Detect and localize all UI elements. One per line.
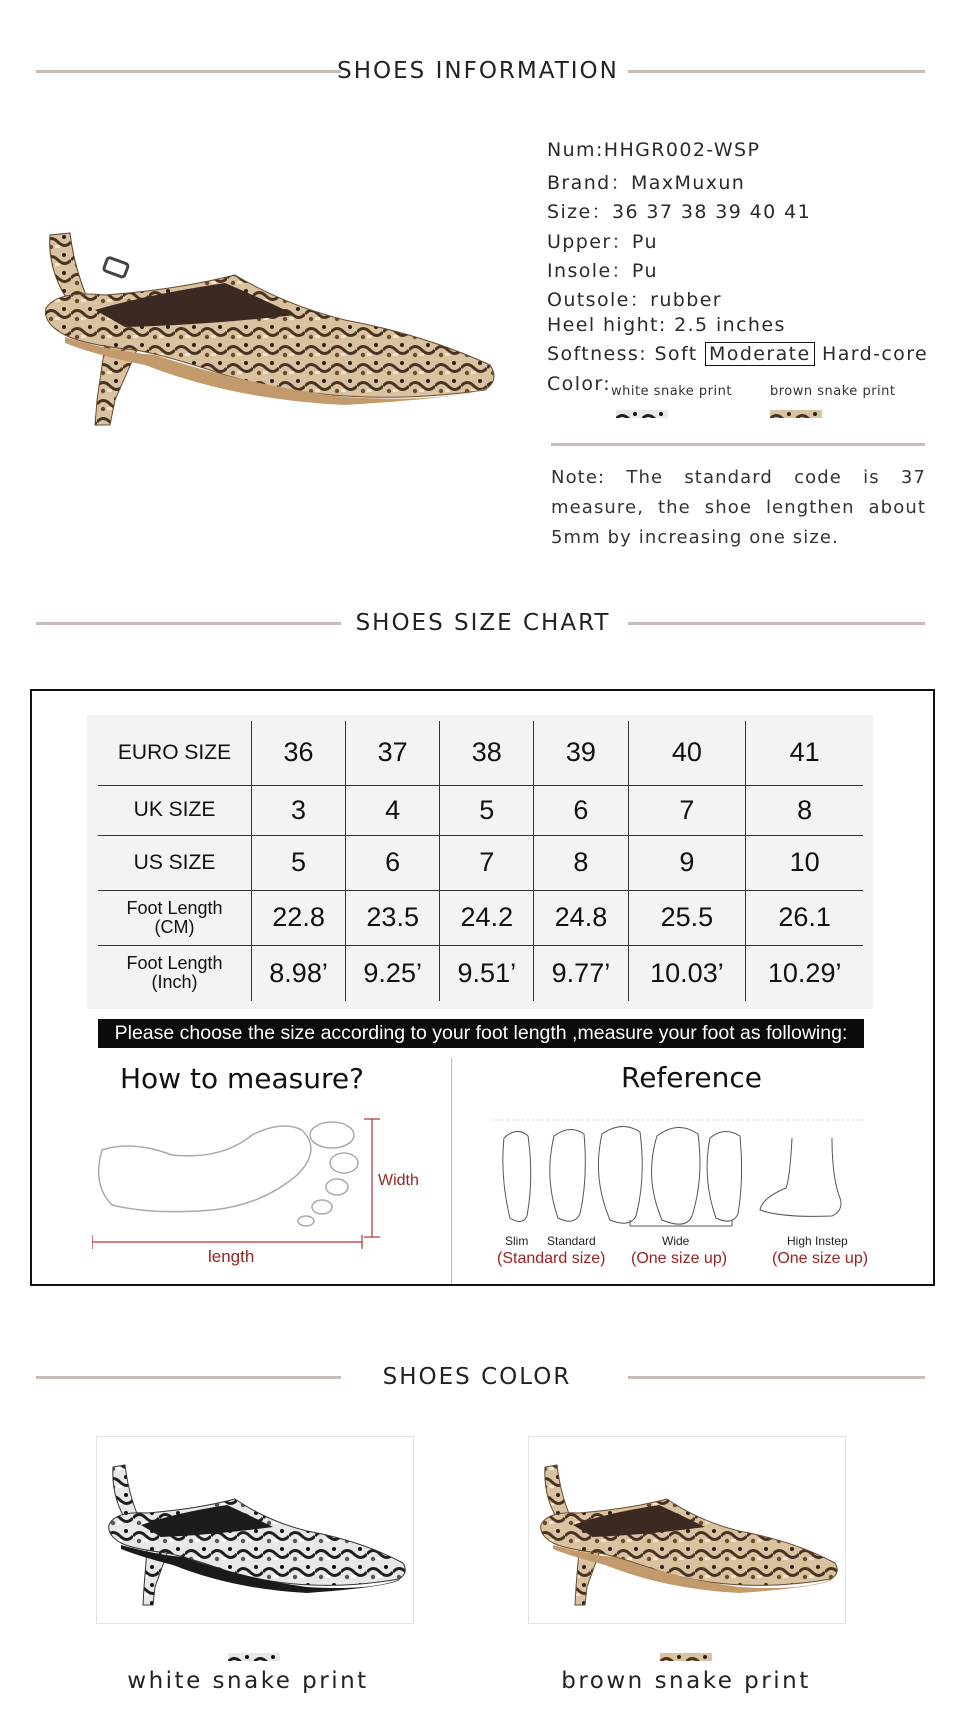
size-cell: 5 xyxy=(440,785,534,835)
product-image-white xyxy=(107,1455,407,1615)
info-num: Num:HHGR002-WSP xyxy=(547,139,761,161)
ref-slim: Slim xyxy=(505,1234,529,1248)
size-cell: 3 xyxy=(252,785,346,835)
size-table-row xyxy=(98,945,863,1001)
size-table-row xyxy=(98,835,863,890)
width-label: Width xyxy=(378,1172,419,1189)
size-cell: 9 xyxy=(628,835,746,890)
size-cell: 24.2 xyxy=(440,890,534,945)
size-cell: 9.77’ xyxy=(534,945,628,1001)
info-heel: Heel hight: 2.5 inches xyxy=(547,314,786,337)
size-table-row xyxy=(98,721,863,785)
size-row-label: EURO SIZE xyxy=(98,721,252,785)
size-cell: 4 xyxy=(346,785,440,835)
measure-banner: Please choose the size according to your foot length ,measure your foot as following: xyxy=(98,1019,864,1048)
info-note-rule xyxy=(551,443,925,446)
size-cell: 6 xyxy=(346,835,440,890)
size-cell: 5 xyxy=(252,835,346,890)
softness-selected: Moderate xyxy=(705,342,815,366)
color-label: Color: xyxy=(547,372,612,395)
color-card-white[interactable] xyxy=(96,1436,414,1624)
softness-label: Softness: Soft xyxy=(547,343,705,366)
size-cell: 40 xyxy=(628,721,746,785)
ref-high-instep: High Instep xyxy=(787,1234,848,1248)
size-cell: 10.29’ xyxy=(746,945,863,1001)
info-insole: Insole：Pu xyxy=(547,259,658,282)
color-option-white-label: white snake print xyxy=(611,384,732,399)
color-swatch-brown-small[interactable] xyxy=(660,1653,712,1661)
size-cell: 6 xyxy=(534,785,628,835)
color-label-brown: brown snake print xyxy=(561,1668,811,1694)
size-cell: 41 xyxy=(746,721,863,785)
size-row-label: Foot Length (Inch) xyxy=(126,953,223,993)
size-row-label: US SIZE xyxy=(98,835,252,890)
color-swatch-brown[interactable] xyxy=(770,410,822,418)
size-cell: 8.98’ xyxy=(252,945,346,1001)
color-label-white: white snake print xyxy=(127,1668,369,1694)
color-swatch-white-small[interactable] xyxy=(228,1653,280,1661)
info-brand: Brand：MaxMuxun xyxy=(547,172,746,195)
product-image-main xyxy=(45,215,500,440)
size-table xyxy=(98,721,863,1001)
ref-standard: Standard xyxy=(547,1234,596,1248)
color-card-brown[interactable] xyxy=(528,1436,846,1624)
size-row-label: Foot Length (CM) xyxy=(98,890,252,945)
info-softness xyxy=(547,343,947,372)
size-cell: 7 xyxy=(440,835,534,890)
size-cell: 22.8 xyxy=(252,890,346,945)
info-upper: Upper：Pu xyxy=(547,230,658,253)
size-cell: 36 xyxy=(252,721,346,785)
size-row-label: UK SIZE xyxy=(98,785,252,835)
size-cell: 8 xyxy=(534,835,628,890)
size-table-row xyxy=(98,785,863,835)
section-title-color: SHOES COLOR xyxy=(382,1364,572,1390)
product-image-brown xyxy=(539,1455,839,1615)
section-title-info: SHOES INFORMATION xyxy=(337,58,619,84)
ref-one-size-up-instep: (One size up) xyxy=(772,1250,869,1267)
size-cell: 23.5 xyxy=(346,890,440,945)
ref-wide: Wide xyxy=(662,1234,690,1248)
size-cell: 9.51’ xyxy=(440,945,534,1001)
foot-types-diagram xyxy=(492,1118,872,1233)
size-cell: 24.8 xyxy=(534,890,628,945)
size-cell: 38 xyxy=(440,721,534,785)
foot-outline-diagram xyxy=(92,1115,392,1265)
size-note: Note: The standard code is 37 measure, the shoe lengthen about 5mm by increasing one size. xyxy=(551,467,926,548)
length-label: length xyxy=(208,1247,255,1266)
size-cell: 37 xyxy=(346,721,440,785)
ref-one-size-up-wide: (One size up) xyxy=(631,1250,728,1267)
ref-standard-size: (Standard size) xyxy=(497,1250,606,1267)
size-table-row xyxy=(98,890,863,945)
size-cell: 39 xyxy=(534,721,628,785)
color-option-brown-label: brown snake print xyxy=(770,384,896,399)
measure-title: How to measure? xyxy=(120,1062,364,1095)
size-cell: 7 xyxy=(628,785,746,835)
info-outsole: Outsole：rubber xyxy=(547,288,723,311)
chart-vertical-divider xyxy=(451,1058,452,1284)
size-cell: 25.5 xyxy=(628,890,746,945)
product-info-list xyxy=(547,139,947,402)
size-cell: 8 xyxy=(746,785,863,835)
reference-title: Reference xyxy=(621,1061,762,1094)
info-size: Size：36 37 38 39 40 41 xyxy=(547,201,812,224)
size-cell: 10.03’ xyxy=(628,945,746,1001)
softness-hard: Hard-core xyxy=(814,343,929,366)
size-cell: 26.1 xyxy=(746,890,863,945)
section-title-chart: SHOES SIZE CHART xyxy=(355,610,611,636)
size-cell: 9.25’ xyxy=(346,945,440,1001)
size-cell: 10 xyxy=(746,835,863,890)
color-swatch-white[interactable] xyxy=(616,410,668,418)
